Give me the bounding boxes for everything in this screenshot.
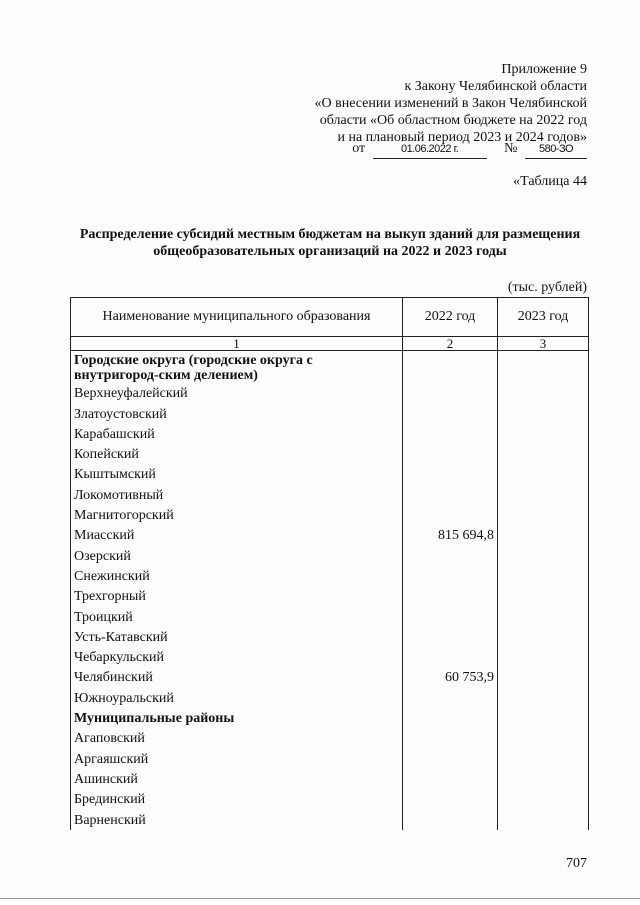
value-2022 xyxy=(403,789,498,809)
table-body xyxy=(71,383,589,830)
table-row xyxy=(71,769,589,789)
value-2022 xyxy=(403,748,498,768)
document-title: Распределение субсидий местным бюджетам на выкуп зданий для размещения общеобразовательных организаций на 2022 и 2023 годы xyxy=(79,227,581,259)
value-2023 xyxy=(498,809,589,829)
table-row xyxy=(71,789,589,809)
municipality-name: Брединский xyxy=(71,789,403,809)
value-2023 xyxy=(498,586,589,606)
number-label: № xyxy=(504,141,518,156)
municipality-name: Варненский xyxy=(71,809,403,829)
value-2022: 60 753,9 xyxy=(403,667,498,687)
value-2023 xyxy=(498,444,589,464)
table-label: «Таблица 44 xyxy=(513,174,587,189)
table-row xyxy=(71,667,589,687)
table-row xyxy=(71,728,589,748)
law-reference xyxy=(352,140,587,159)
table-row xyxy=(71,809,589,829)
appendix-line: области «Об областном бюджете на 2022 год xyxy=(319,113,587,128)
municipality-name: Карабашский xyxy=(71,424,403,444)
value-2023 xyxy=(498,627,589,647)
value-2022 xyxy=(403,728,498,748)
municipality-name: Усть-Катавский xyxy=(71,627,403,647)
municipality-name: Златоустовский xyxy=(71,403,403,423)
column-number: 3 xyxy=(498,337,589,351)
header-2022: 2022 год xyxy=(403,298,498,337)
group-title-city-districts: Городские округа (городские округа с внутригород-ским делением) xyxy=(71,351,403,384)
header-municipality: Наименование муниципального образования xyxy=(71,298,403,337)
municipality-name: Миасский xyxy=(71,525,403,545)
municipality-name: Локомотивный xyxy=(71,484,403,504)
table-row xyxy=(71,424,589,444)
column-number: 2 xyxy=(403,337,498,351)
value-2023 xyxy=(498,708,589,728)
header-2023: 2023 год xyxy=(498,298,589,337)
page-number: 707 xyxy=(566,856,587,871)
value-2022 xyxy=(403,566,498,586)
table-row xyxy=(71,566,589,586)
value-2022 xyxy=(403,809,498,829)
table-row xyxy=(71,484,589,504)
value-2022 xyxy=(403,464,498,484)
municipality-name: Ашинский xyxy=(71,769,403,789)
value-2023 xyxy=(498,505,589,525)
table-row xyxy=(71,403,589,423)
municipality-name: Снежинский xyxy=(71,566,403,586)
value-2023 xyxy=(498,606,589,626)
unit-label: (тыс. рублей) xyxy=(507,280,587,295)
table-row xyxy=(71,748,589,768)
value-2023 xyxy=(498,424,589,444)
table-row xyxy=(71,627,589,647)
municipality-name: Челябинский xyxy=(71,667,403,687)
group-row xyxy=(71,708,589,728)
municipality-name: Трехгорный xyxy=(71,586,403,606)
municipality-name: Кыштымский xyxy=(71,464,403,484)
value-2022 xyxy=(403,627,498,647)
table-row xyxy=(71,383,589,403)
value-2022 xyxy=(403,424,498,444)
municipality-name: Верхнеуфалейский xyxy=(71,383,403,403)
value-2022 xyxy=(403,606,498,626)
table-row xyxy=(71,647,589,667)
appendix-header xyxy=(315,61,588,146)
value-2023 xyxy=(498,687,589,707)
municipality-name: Агаповский xyxy=(71,728,403,748)
law-number: 580-ЗО xyxy=(525,141,587,159)
table-row xyxy=(71,586,589,606)
value-2023 xyxy=(498,464,589,484)
law-date: 01.06.2022 г. xyxy=(373,141,487,159)
table-row xyxy=(71,687,589,707)
value-2023 xyxy=(498,403,589,423)
value-2023 xyxy=(498,789,589,809)
appendix-line: к Закону Челябинской области xyxy=(404,79,587,94)
value-2022 xyxy=(403,647,498,667)
table-row xyxy=(71,505,589,525)
table-row xyxy=(71,525,589,545)
appendix-line: и на плановый период 2023 и 2024 годов» xyxy=(337,130,587,145)
footer-rule xyxy=(0,898,640,899)
municipality-name: Озерский xyxy=(71,545,403,565)
value-2022 xyxy=(403,383,498,403)
table-row xyxy=(71,606,589,626)
appendix-line: «О внесении изменений в Закон Челябинской xyxy=(314,96,587,111)
column-number: 1 xyxy=(71,337,403,351)
table-row xyxy=(71,444,589,464)
value-2023 xyxy=(498,728,589,748)
municipality-name: Муниципальные районы xyxy=(71,708,403,728)
municipality-name: Троицкий xyxy=(71,606,403,626)
from-label: от xyxy=(352,141,366,156)
value-2023 xyxy=(498,748,589,768)
value-2022 xyxy=(403,403,498,423)
value-2022 xyxy=(403,586,498,606)
municipality-name: Чебаркульский xyxy=(71,647,403,667)
value-2023 xyxy=(498,545,589,565)
appendix-line: Приложение 9 xyxy=(501,62,587,77)
value-2023 xyxy=(498,383,589,403)
municipality-name: Южноуральский xyxy=(71,687,403,707)
value-2022 xyxy=(403,484,498,504)
value-2022 xyxy=(403,505,498,525)
value-2023 xyxy=(498,525,589,545)
municipality-name: Магнитогорский xyxy=(71,505,403,525)
value-2022 xyxy=(403,444,498,464)
value-2022 xyxy=(403,545,498,565)
value-2022 xyxy=(403,708,498,728)
value-2022 xyxy=(403,769,498,789)
value-2023 xyxy=(498,484,589,504)
value-2022: 815 694,8 xyxy=(403,525,498,545)
value-2023 xyxy=(498,667,589,687)
municipality-name: Аргаяшский xyxy=(71,748,403,768)
table-row xyxy=(71,545,589,565)
municipality-name: Копейский xyxy=(71,444,403,464)
value-2023 xyxy=(498,566,589,586)
subsidy-table xyxy=(70,297,589,830)
table-row xyxy=(71,464,589,484)
value-2023 xyxy=(498,647,589,667)
value-2022 xyxy=(403,687,498,707)
value-2023 xyxy=(498,769,589,789)
